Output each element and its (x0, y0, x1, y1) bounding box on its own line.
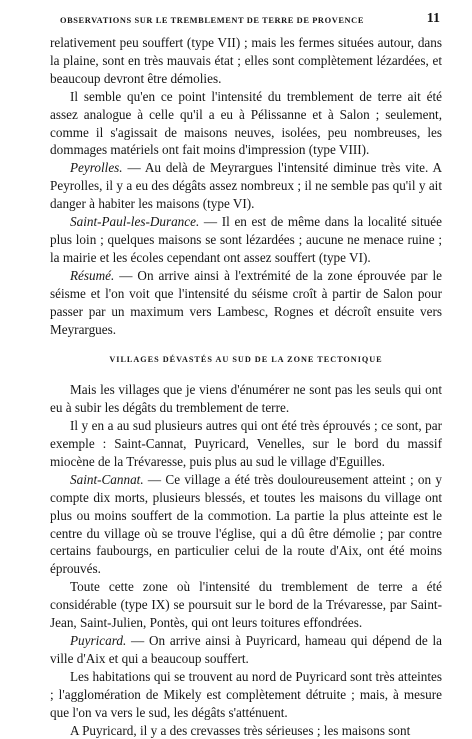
place-name: Saint-Cannat. (70, 471, 144, 487)
page-header (50, 10, 440, 28)
place-name: Résumé. (70, 267, 115, 283)
paragraph (50, 632, 442, 668)
page-number: 11 (426, 11, 440, 26)
body-text (50, 34, 442, 739)
paragraph-text: — On arrive ainsi à Puyricard, hameau qui dépend de la ville d'Aix et qui a beaucoup souffert. (50, 633, 442, 666)
place-name: Puyricard. (70, 633, 127, 648)
paragraph (50, 267, 442, 339)
running-head: OBSERVATIONS SUR LE TREMBLEMENT DE TERRE DE PROVENCE (60, 16, 365, 25)
paragraph-text: — Ce village a été très douloureusement atteint ; on y compte dix morts, plusieurs blessés, et toutes les maisons du village ont plus ou moins souffert de la commotion. La partie la plus atteinte est le centre du village où se trouve l'église, qui a dû être démolie ; par contre certains faubourgs, en particulier celui de la route d'Aix, ont été moins éprouvés. (50, 471, 442, 577)
paragraph-text: — Il en est de même dans la localité située plus loin ; quelques maisons se sont lézardées ; aucune ne menace ruine ; la mairie et les écoles cependant ont assez souffert (type VI). (50, 214, 442, 265)
paragraph (50, 471, 442, 578)
paragraph-text: — On arrive ainsi à l'extrémité de la zone éprouvée par le séisme et l'on voit que l'intensité du séisme croît à partir de Salon pour passer par un maximum vers Lambesc, Rognes et décroît ensuite vers Meyrargues. (50, 267, 442, 337)
paragraph: Il y en a au sud plusieurs autres qui ont été très éprouvés ; ce sont, par exemple : Saint-Cannat, Puyricard, Venelles, sur le bord du massif miocène de la Trévaresse, puis plus au sud le village d'Eguilles. (50, 418, 442, 469)
paragraph: Toute cette zone où l'intensité du tremblement de terre a été considérable (type IX) se poursuit sur le bord de la Trévaresse, par Saint-Jean, Saint-Julien, Pontès, qui ont leurs toitures effondrées. (50, 579, 442, 631)
place-name: Peyrolles. (70, 160, 123, 176)
place-name: Saint-Paul-les-Durance. (70, 214, 200, 230)
section-heading: VILLAGES DÉVASTÉS AU SUD DE LA ZONE TECTONIQUE (109, 355, 383, 365)
paragraph: Mais les villages que je viens d'énumérer ne sont pas les seuls qui ont eu à subir les dégâts du tremblement de terre. (50, 382, 442, 416)
paragraph-text: — Au delà de Meyrargues l'intensité diminue très vite. A Peyrolles, il y a eu des dégâts assez nombreux ; il ne semble pas qu'il y ait danger à habiter les maisons (type VI). (50, 160, 442, 212)
paragraph: Il semble qu'en ce point l'intensité du tremblement de terre ait été assez analogue à celle qu'il a eu à Pélissanne et à Salon ; seulement, comme il s'agissait de maisons neuves, isolées, peu nombreuses, les dommages matériels ont fait moins d'impression (type VIII). (50, 88, 442, 158)
paragraph (50, 213, 442, 267)
paragraph (50, 159, 442, 213)
paragraph: Les habitations qui se trouvent au nord de Puyricard sont très atteintes ; l'agglomération de Mikely est complètement détruite ; mais, à mesure que l'on va vers le sud, les dégâts s'atténuent. (50, 668, 442, 720)
paragraph: relativement peu souffert (type VII) ; mais les fermes situées autour, dans la plaine, sont en très mauvais état ; elles sont complètement lézardées, et beaucoup devront être démolies. (50, 35, 442, 86)
paragraph: A Puyricard, il y a des crevasses très sérieuses ; les maisons sont (70, 722, 411, 738)
